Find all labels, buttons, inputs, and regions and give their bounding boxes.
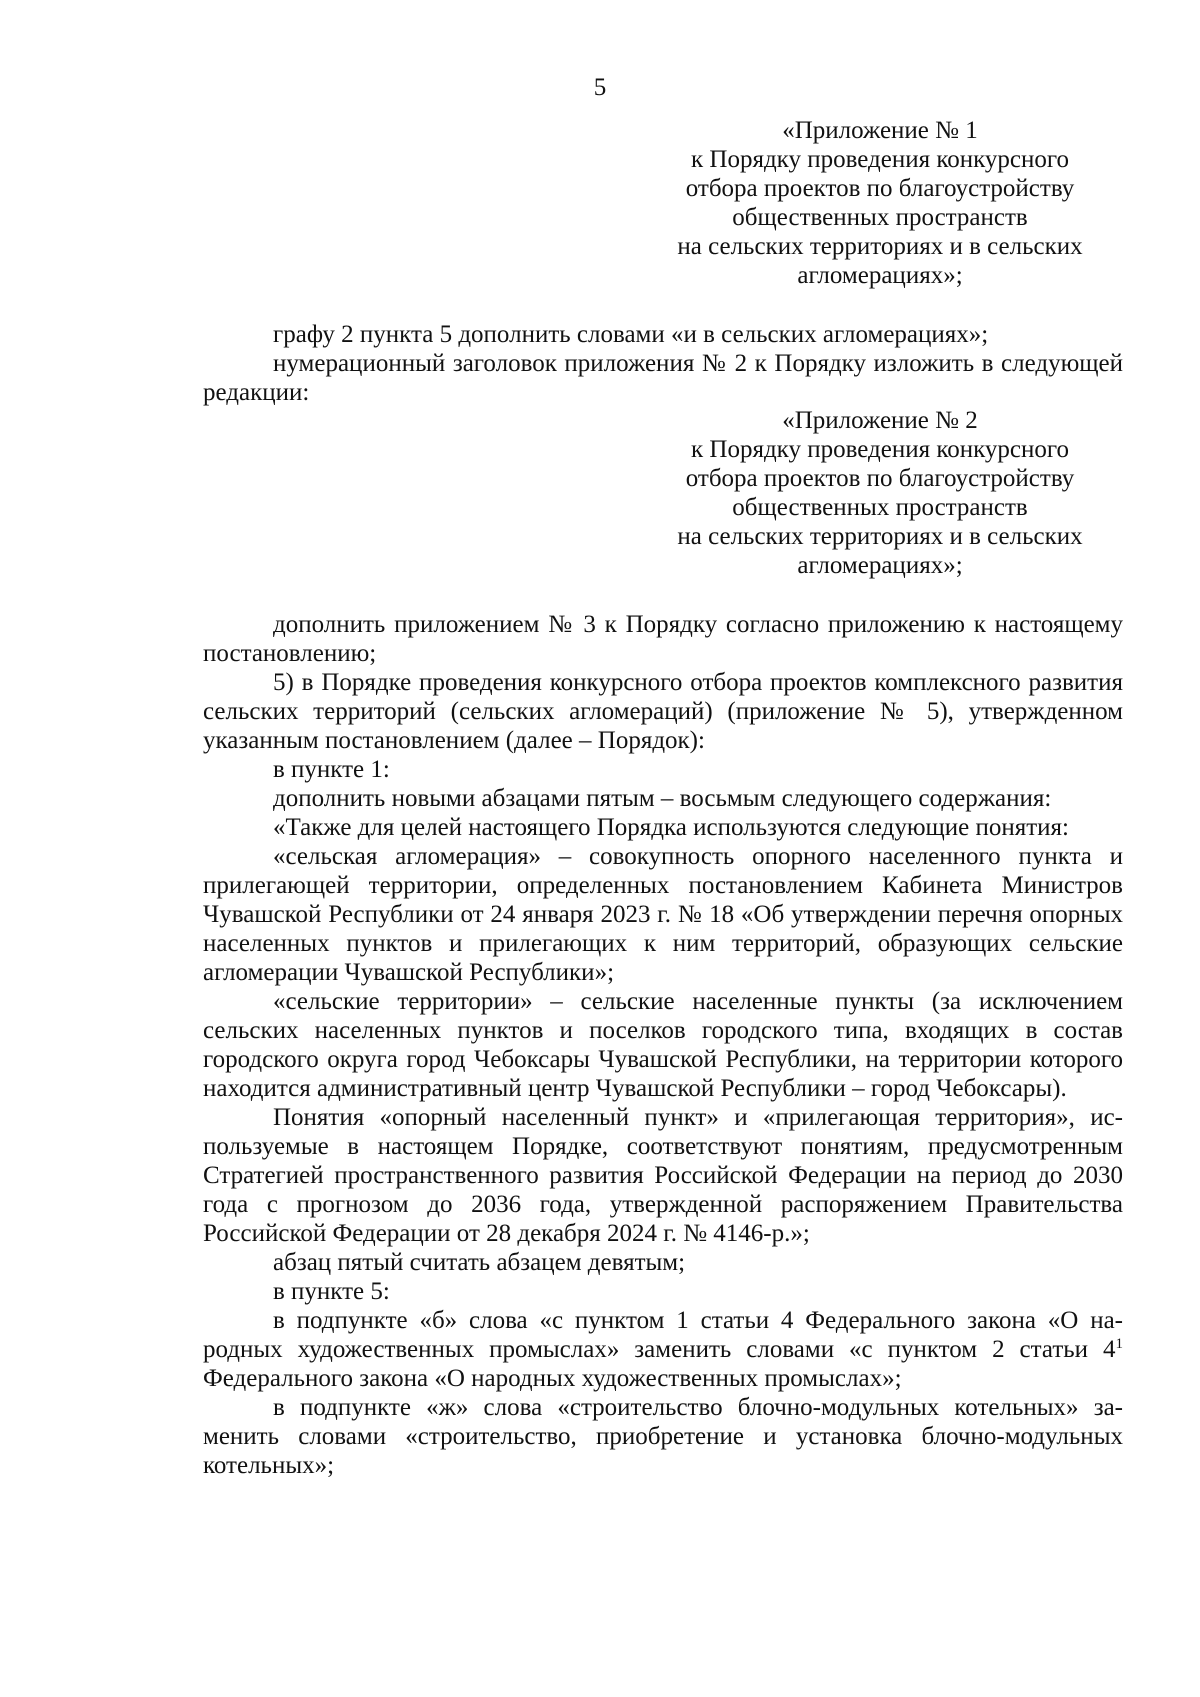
superscript-marker: 1 — [1115, 1336, 1123, 1352]
paragraph: нумерационный заголовок приложения № 2 к Порядку изложить в следующей редакции: — [203, 350, 1123, 406]
appendix-line: к Порядку проведения конкурсного — [691, 146, 1069, 173]
appendix-line: агломерациях»; — [797, 262, 963, 289]
appendix-line: к Порядку проведения конкурсного — [691, 436, 1069, 463]
page-number: 5 — [593, 74, 607, 101]
appendix-line: отбора проектов по благоустройству — [685, 175, 1075, 202]
appendix-line: на сельских территориях и в сельских — [677, 523, 1083, 550]
paragraph: абзац пятый считать абзацем девятым; — [273, 1249, 686, 1276]
paragraph: «сельские территории» – сельские населенные пункты (за исключением сельских населенных пунктов и поселков городского типа, входящих в состав городского округа город Чебоксары Чувашской Республики, на территории которого находится административный центр Чувашской Республики – город Чебоксары). — [203, 988, 1123, 1102]
appendix-line: «Приложение № 2 — [782, 407, 978, 434]
paragraph-text-before: в подпункте «б» слова «с пунктом 1 статьи 4 Федерального закона «О народных художественных промыслах» заменить словами «с пунктом 2 статьи 4 — [203, 1307, 1123, 1363]
appendix-2-header — [640, 406, 1120, 580]
appendix-line: агломерациях»; — [797, 552, 963, 579]
paragraph: дополнить новыми абзацами пятым – восьмым следующего содержания: — [273, 785, 1052, 812]
body-text-block-1 — [203, 320, 1123, 407]
paragraph: графу 2 пункта 5 дополнить словами «и в сельских агломерациях»; — [273, 321, 989, 348]
paragraph: «сельская агломерация» – совокупность опорного населенного пункта и прилегающей территории, определенных постановлением Кабинета Министров Чувашской Республики от 24 января 2023 г. № 18 «Об утверждении перечня опорных населенных пунктов и прилегающих к ним территорий, образующих сельские агломерации Чувашской Республики»; — [203, 843, 1123, 986]
paragraph-with-superscript — [203, 1306, 1123, 1393]
paragraph-text-after: Федерального закона «О народных художественных промыслах»; — [203, 1365, 902, 1392]
paragraph: Понятия «опорный населенный пункт» и «прилегающая территория», используемые в настоящем Порядке, соответствуют понятиям, предусмотренным Стратегией пространственного развития Российской Федерации на период до 2030 года с прогнозом до 2036 года, утвержденной распоряжением Правительства Российской Федерации от 28 декабря 2024 г. № 4146-р.»; — [203, 1104, 1123, 1247]
body-text-block-2 — [203, 610, 1123, 1480]
paragraph: дополнить приложением № 3 к Порядку согласно приложению к настоящему постановлению; — [203, 611, 1123, 667]
paragraph: «Также для целей настоящего Порядка используются следующие понятия: — [273, 814, 1069, 841]
paragraph: 5) в Порядке проведения конкурсного отбора проектов комплексного развития сельских территорий (сельских агломераций) (приложение № 5), утвержденном указанным постановлением (далее – Порядок): — [203, 669, 1123, 754]
paragraph: в подпункте «ж» слова «строительство блочно-модульных котельных» заменить словами «строительство, приобретение и установка блочно-модульных котельных»; — [203, 1394, 1123, 1479]
appendix-line: на сельских территориях и в сельских — [677, 233, 1083, 260]
appendix-line: общественных пространств — [732, 204, 1028, 231]
appendix-line: «Приложение № 1 — [782, 117, 978, 144]
appendix-line: отбора проектов по благоустройству — [685, 465, 1075, 492]
paragraph: в пункте 1: — [273, 756, 390, 783]
appendix-line: общественных пространств — [732, 494, 1028, 521]
appendix-1-header — [640, 116, 1120, 290]
paragraph: в пункте 5: — [273, 1278, 390, 1305]
